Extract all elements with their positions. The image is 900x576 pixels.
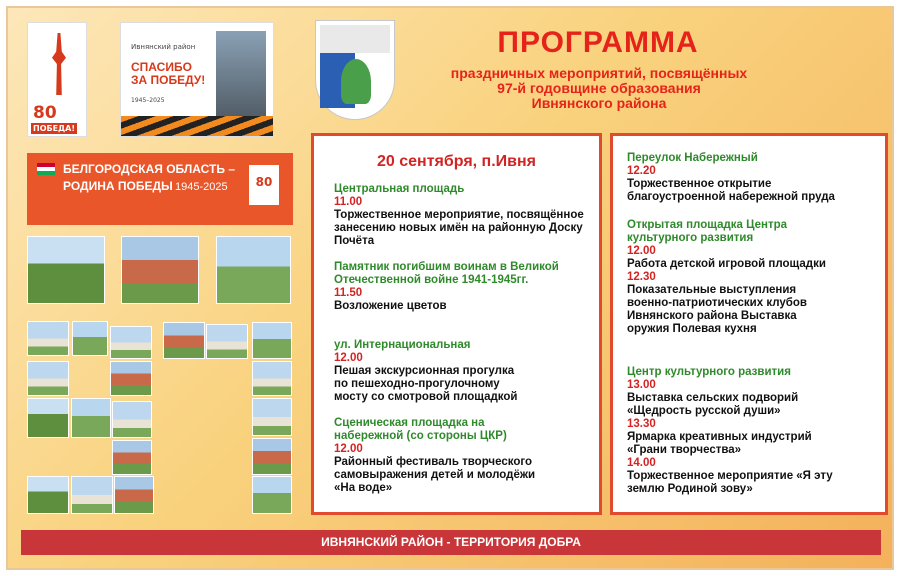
event-block-4 xyxy=(334,417,549,495)
event-time: 13.00 xyxy=(627,379,656,391)
region-badge: 80 xyxy=(249,165,279,205)
event-time: 12.00 xyxy=(334,443,363,455)
event-place: Памятник погибшим воинам в Великой Отечественной войне 1941-1945гг. xyxy=(334,261,559,286)
photo-6 xyxy=(252,322,292,359)
flag-icon xyxy=(37,163,55,175)
event-time: 13.30 xyxy=(627,418,656,430)
event-time: 14.00 xyxy=(627,457,656,469)
event-time: 12.00 xyxy=(334,352,363,364)
thanks-title: СПАСИБО ЗА ПОБЕДУ! xyxy=(131,60,206,87)
event-place: Переулок Набережный xyxy=(627,152,758,164)
event-text: Пешая экскурсионная прогулка по пешеходно-прогулочному мосту со смотровой площадкой xyxy=(334,365,518,403)
event-text: Ярмарка креативных индустрий «Грани творчества» xyxy=(627,431,812,456)
event-time: 12.30 xyxy=(627,271,656,283)
footer-banner: ИВНЯНСКИЙ РАЙОН - ТЕРРИТОРИЯ ДОБРА xyxy=(21,530,881,555)
event-block-2 xyxy=(334,261,564,313)
event-place: Центральная площадь xyxy=(334,183,465,195)
event-place: Центр культурного развития xyxy=(627,366,791,378)
photo-12 xyxy=(112,401,152,438)
event-text: Показательные выступления военно-патриотических клубов Ивнянского района Выставка оружия Полевая кухня xyxy=(627,284,807,335)
event-text: Торжественное открытие благоустроенной набережной пруда xyxy=(627,178,835,203)
photo-13 xyxy=(252,398,292,436)
event-block-3 xyxy=(334,339,524,404)
photo-15 xyxy=(252,438,292,475)
region-title: БЕЛГОРОДСКАЯ ОБЛАСТЬ – РОДИНА ПОБЕДЫ xyxy=(63,162,235,193)
photo-river xyxy=(27,236,105,304)
event-place: Сценическая площадка на набережной (со стороны ЦКР) xyxy=(334,417,507,442)
event-block-1 xyxy=(334,183,589,248)
card-label: ПОБЕДА! xyxy=(33,124,76,133)
event-text: Выставка сельских подворий «Щедрость русской души» xyxy=(627,392,799,417)
photo-14 xyxy=(112,440,152,475)
card-number: 80 xyxy=(33,103,57,123)
subtitle-line-3: Ивнянского района xyxy=(531,95,667,111)
photo-11 xyxy=(71,398,111,438)
district-coat-of-arms-icon xyxy=(315,20,395,120)
event-text: Возложение цветов xyxy=(334,300,447,312)
event-text: Работа детской игровой площадки xyxy=(627,258,826,270)
photo-3 xyxy=(110,326,152,359)
subtitle-line-2: 97-й годовщине образования xyxy=(497,80,701,96)
event-place: Открытая площадка Центра культурного развития xyxy=(627,219,788,244)
photo-18 xyxy=(114,476,154,514)
poster xyxy=(6,6,894,570)
event-block-5 xyxy=(627,152,872,204)
thanks-district: Ивнянский район xyxy=(131,43,196,51)
event-time: 12.00 xyxy=(627,245,656,257)
motherland-statue-icon xyxy=(52,33,66,95)
event-block-7 xyxy=(627,366,842,496)
event-time: 12.20 xyxy=(627,165,656,177)
event-text: Торжественное мероприятие «Я эту землю Родиной зову» xyxy=(627,470,833,495)
photo-park xyxy=(216,236,291,304)
photo-1 xyxy=(27,321,69,356)
photo-19 xyxy=(252,476,292,514)
photo-5 xyxy=(206,324,248,359)
photo-church xyxy=(121,236,199,304)
photo-4 xyxy=(163,322,205,359)
program-panel-right xyxy=(610,133,888,515)
photo-7 xyxy=(27,361,69,396)
thanks-years: 1945–2025 xyxy=(131,97,165,104)
page-subtitle xyxy=(394,66,804,111)
photo-9 xyxy=(252,361,292,396)
event-text: Районный фестиваль творческого самовыражения детей и молодёжи «На воде» xyxy=(334,456,536,494)
event-time: 11.50 xyxy=(334,287,363,299)
event-block-6 xyxy=(627,219,837,336)
st-george-ribbon xyxy=(121,116,274,136)
photo-2 xyxy=(72,321,108,356)
program-date: 20 сентября, п.Ивня xyxy=(377,153,536,170)
photo-17 xyxy=(71,476,113,514)
monument-photo xyxy=(216,31,266,121)
program-panel-left xyxy=(311,133,602,515)
photo-10 xyxy=(27,398,69,438)
subtitle-line-1: праздничных мероприятий, посвящённых xyxy=(450,65,748,81)
event-place: ул. Интернациональная xyxy=(334,339,471,351)
event-time: 11.00 xyxy=(334,196,363,208)
photo-16 xyxy=(27,476,69,514)
victory-80-card xyxy=(27,22,87,137)
region-banner xyxy=(27,153,293,225)
event-text: Торжественное мероприятие, посвящённое занесению новых имён на районную Доску Почёта xyxy=(334,209,584,247)
thanks-poster xyxy=(120,22,274,137)
page-title: ПРОГРАММА xyxy=(497,26,699,59)
photo-8 xyxy=(110,361,152,396)
region-years: 1945-2025 xyxy=(175,181,228,193)
